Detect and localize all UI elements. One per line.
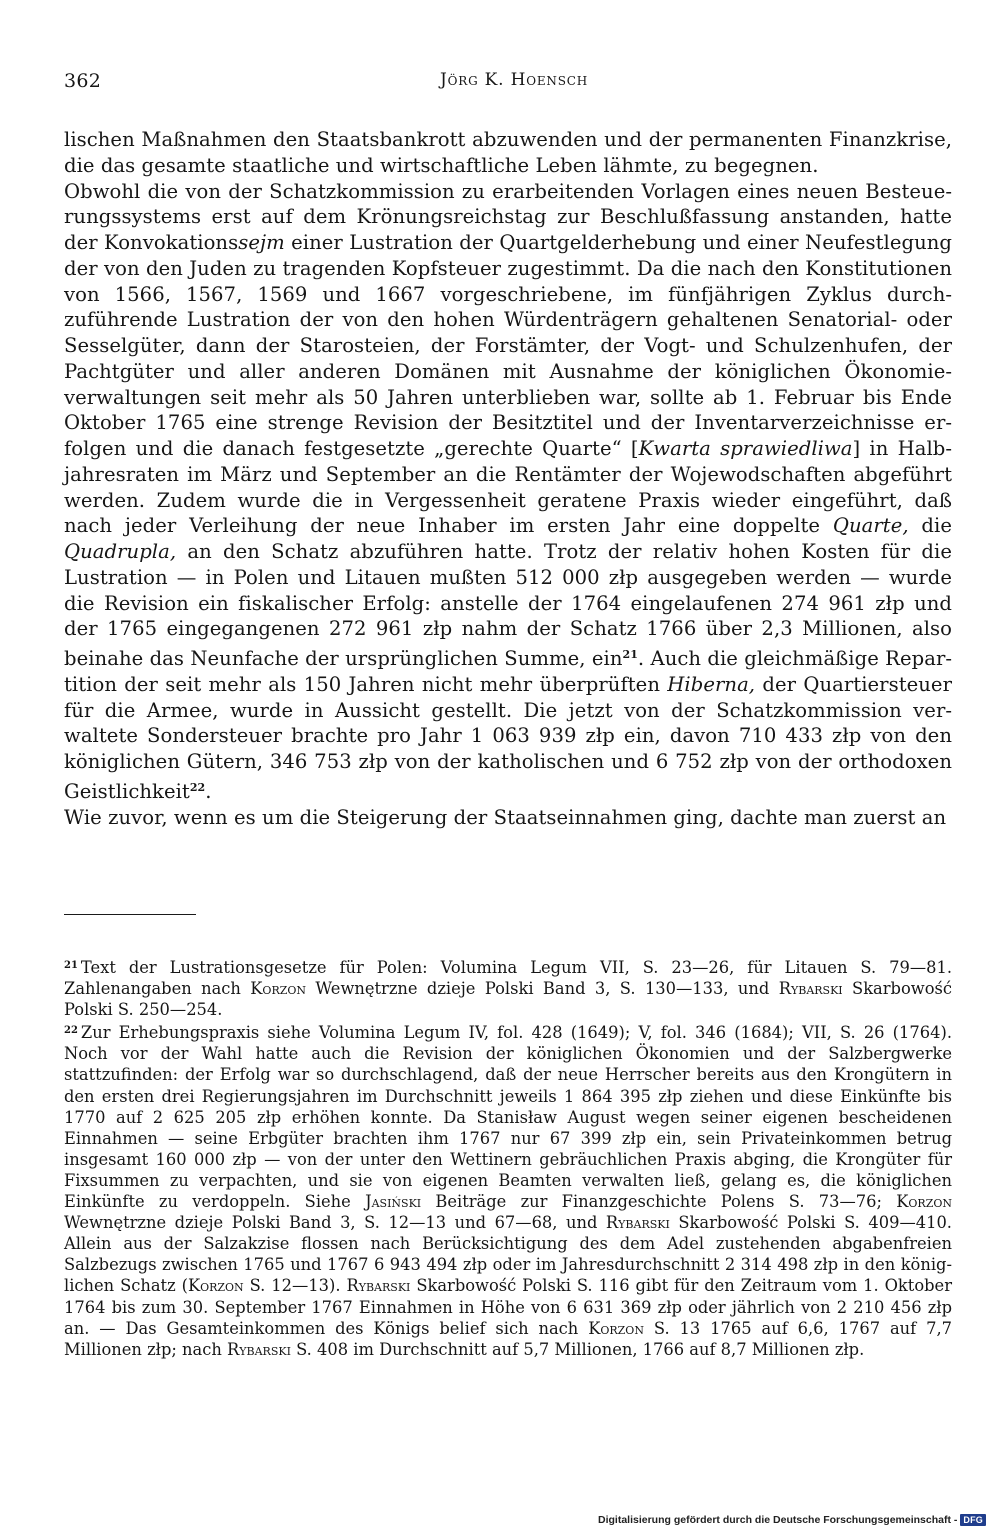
fn22-text-g: S. 13 1765 auf 6,6, 1767 auf 7,7 Millionen złp; nach	[64, 1318, 953, 1359]
footnote-22-mark: 22	[64, 1025, 78, 1037]
paragraph-1-text: lischen Maßnahmen den Staatsbankrott abzuwenden und der permanenten Finanzkrise, die das gesamte staatliche und wirtschaftliche Leben lähmte, zu begegnen.	[64, 128, 952, 177]
fn22-text-h: S. 408 im Durchschnitt auf 5,7 Millionen, 1766 auf 8,7 Millionen złp.	[290, 1339, 865, 1359]
paragraph-2	[64, 179, 952, 805]
footnote-21-mark: 21	[64, 960, 78, 971]
paragraph-3-text: Wie zuvor, wenn es um die Steigerung der Staatseinnahmen ging, dachte man zuerst an	[64, 805, 947, 829]
fn22-text-f: Skarbowość Polski S. 116 gibt für den Zeitraum vom 1. Oktober 1764 bis zum 30. September 1767 Einnahmen in Höhe von 6 631 369 złp oder jährlich von 2 210 456 złp an. — Das Gesamteinkommen des Königs belief sich nach	[64, 1276, 952, 1338]
digitization-credit	[598, 1511, 986, 1529]
footnote-divider	[64, 914, 196, 915]
p2-text-m: .	[205, 779, 212, 803]
fn22-text-c: Wewnętrzne dzieje Polski Band 3, S. 12—13 und 67—68, und	[64, 1213, 606, 1233]
fn22-text-e: S. 12—13).	[243, 1276, 347, 1296]
fn21-author-korzon: Korzon	[250, 979, 307, 999]
p2-text-l: der Quartiersteuer für die Armee, wurde in Aussicht gestellt. Die jetzt von der Schatzkommission verwaltete Sondersteuer brachte pro Jahr 1 063 939 złp ein, davon 710 433 złp von den königlichen Gütern, 346 753 złp von der katholischen und 6 752 złp von der orthodoxen Geistlichkeit	[64, 672, 952, 803]
fn22-author-rybarski-2: Rybarski	[346, 1276, 411, 1296]
credit-text: Digitalisierung gefördert durch die Deutsche Forschungsgemeinschaft -	[598, 1514, 958, 1526]
fn22-author-korzon: Korzon	[896, 1192, 952, 1212]
fn21-author-rybarski: Rybarski	[778, 979, 843, 999]
p2-italic-quadrupla: Quadrupla,	[64, 540, 177, 563]
fn22-text-b: Beiträge zur Finanzgeschichte Polens S. 73—76;	[421, 1192, 897, 1212]
p2-text-g: die	[908, 514, 952, 538]
fn21-text-b: Wewnętrzne dzieje Polski Band 3, S. 130—133, und	[306, 979, 779, 999]
fn21-text-a: Text der Lustrationsgesetze für Polen: Volumina Legum VII, S. 23—26, für Litauen S. 79—81. Zahlenangaben nach	[64, 958, 952, 999]
footnote-ref-22[interactable]: 22	[189, 780, 206, 794]
p2-text-j: . Auch die gleichmäßige Repartition der seit mehr als 150 Jahren nicht mehr überprüften	[64, 647, 952, 696]
fn22-text-a: Zur Erhebungspraxis siehe Volumina Legum IV, fol. 428 (1649); V, fol. 346 (1684); VII, S. 26 (1764). Noch vor der Wahl hatte auch die Revision der königlichen Ökonomien und der Salzbergwerke stattzufinden: der Erfolg war so durchschlagend, daß der neue Herrscher bereits aus den Krongütern in den ersten drei Regierungsjahren im Durchschnitt jeweils 1 864 395 złp ziehen und diese Einkünfte bis 1770 auf 2 625 205 złp erhöhen konnte. Da Stanisław August wegen seiner eigenen bescheidenen Einnahmen — seine Erbgüter brachten ihm 1767 nur 67 399 złp ein, sein Privateinkommen betrug insgesamt 160 000 złp — von der unter den Wettinern gebräuchlichen Praxis abging, die Krongüter für Fixsummen zu verpachten, und sie von eigenen Beamten verwalten ließ, gelang es, die königlichen Einkünfte zu verdoppeln. Siehe	[64, 1023, 952, 1212]
footnote-ref-21[interactable]: 21	[622, 648, 638, 661]
dfg-logo-icon: DFG	[960, 1514, 986, 1526]
fn22-text-d: Skarbowość Polski S. 409—410. Allein aus der Salzakzise flossen nach Berücksichtigung des dem Adel zustehenden abgabenfreien Salzbezugs zwischen 1765 und 1767 6 943 494 złp oder im Jahresdurchschnitt 2 314 498 złp in den königlichen Schatz (	[64, 1213, 952, 1296]
fn22-author-rybarski-3: Rybarski	[227, 1339, 291, 1359]
p2-text-e: ] in Halbjahresraten im März und September an die Rentämter der Wojewodschaften abgeführt werden. Zudem wurde die in Vergessenheit geratene Praxis wieder eingeführt, daß nach jeder Verleihung der neue Inhaber im ersten Jahr eine doppelte	[64, 437, 953, 538]
paragraph-3	[64, 805, 952, 831]
fn22-author-jasinski: Jasiński	[365, 1192, 422, 1212]
fn21-text-c: Skarbowość Polski S. 250—254.	[64, 979, 952, 1020]
p2-text-a: Obwohl die von der Schatzkommission zu erarbeitenden Vorlagen eines neuen Besteuerungssystems erst auf dem Krönungsreichstag zur Beschlußfassung anstanden, hatte der Konvokations	[64, 179, 952, 254]
p2-text-i: an den Schatz abzuführen hatte. Trotz der relativ hohen Kosten für die Lustration — in Polen und Litauen mußten 512 000 złp ausgegeben werden — wurde die Revision ein fiskalischer Erfolg: anstelle der 1764 eingelaufenen 274 961 złp und der 1765 eingegangenen 272 961 złp nahm der Schatz 1766 über 2,3 Millionen, also beinahe das Neunfache der ursprünglichen Summe, ein	[64, 540, 952, 670]
footnote-21	[64, 955, 952, 1020]
page-number: 362	[64, 70, 102, 92]
main-text	[64, 127, 952, 830]
p2-italic-sejm: sejm	[238, 231, 285, 254]
footnotes	[64, 955, 952, 1360]
fn22-author-korzon-3: Korzon	[588, 1318, 644, 1338]
paragraph-1	[64, 127, 952, 179]
running-head: Jörg K. Hoensch	[440, 70, 588, 90]
footnote-22	[64, 1020, 952, 1360]
page-header	[64, 70, 964, 100]
fn22-author-rybarski: Rybarski	[605, 1213, 670, 1233]
p2-italic-quarte: Quarte,	[832, 514, 909, 538]
p2-italic-kwarta: Kwarta sprawiedliwa	[638, 437, 853, 460]
p2-text-c: einer Lustration der Quartgelderhebung und einer Neufestlegung der von den Juden zu tragenden Kopfsteuer zugestimmt. Da die nach den Konstitutionen von 1566, 1567, 1569 und 1667 vorgeschriebene, im fünfjährigen Zyklus durchzuführende Lustration der von den hohen Würdenträgern gehaltenen Senatorial- oder Sesselgüter, dann der Starosteien, der Forstämter, der Vogt- und Schulzenhufen, der Pachtgüter und aller anderen Domänen mit Ausnahme der königlichen Ökonomieverwaltungen seit mehr als 50 Jahren unterblieben war, sollte ab 1. Februar bis Ende Oktober 1765 eine strenge Revision der Besitztitel und der Inventarverzeichnisse erfolgen und die danach festgesetzte „gerechte Quarte“ [	[64, 231, 952, 460]
p2-italic-hiberna: Hiberna,	[667, 672, 756, 696]
fn22-author-korzon-2: Korzon	[187, 1276, 244, 1296]
